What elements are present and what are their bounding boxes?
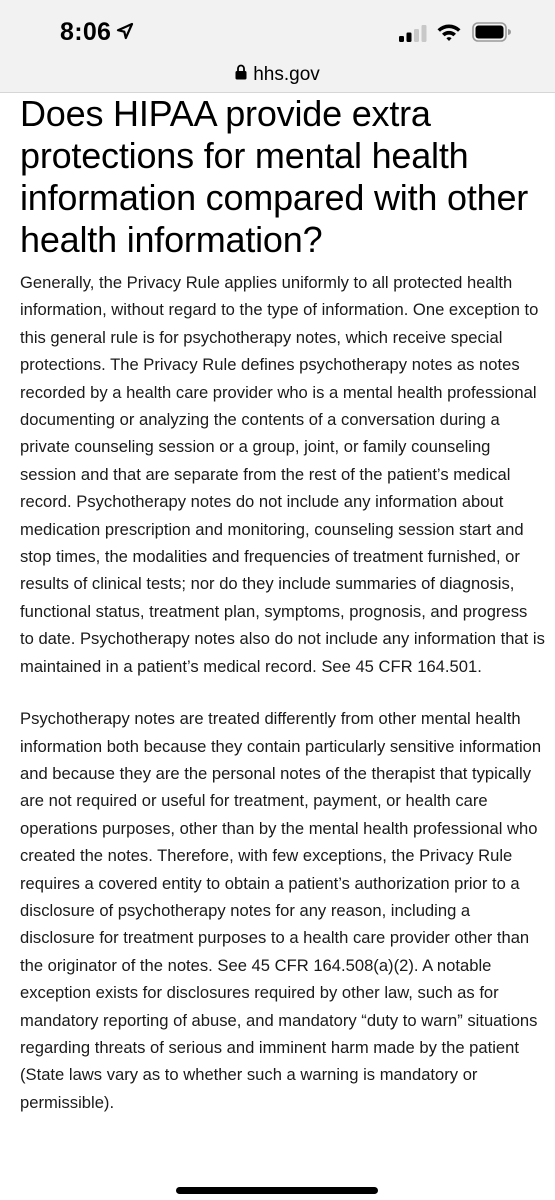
status-bar	[0, 0, 555, 64]
url-domain: hhs.gov	[253, 64, 320, 85]
article-paragraph-1: Generally, the Privacy Rule applies uniformly to all protected health information, without regard to the type of information. One exception to this general rule is for psychotherapy notes, which receive special protections. The Privacy Rule defines psychotherapy notes as notes recorded by a health care provider who is a mental health professional documenting or analyzing the contents of a conversation during a private counseling session or a group, joint, or family counseling session and that are separate from the rest of the patient’s medical record. Psychotherapy notes do not include any information about medication prescription and monitoring, counseling session start and stop times, the modalities and frequencies of treatment furnished, or results of clinical tests; nor do they include summaries of diagnosis, functional status, treatment plan, symptoms, prognosis, and progress to date. Psychotherapy notes also do not include any information that is maintained in a patient’s medical record. See 45 CFR 164.501.	[20, 273, 545, 676]
address-bar-content	[0, 64, 555, 86]
page-title: Does HIPAA provide extra protections for mental health information compared with other health information?	[20, 93, 529, 260]
home-indicator[interactable]	[176, 1187, 378, 1194]
article-paragraph-2: Psychotherapy notes are treated differently from other mental health information both because they contain particularly sensitive information and because they are the personal notes of the therapist that typically are not required or useful for treatment, payment, or health care operations purposes, other than by the mental health professional who created the notes. Therefore, with few exceptions, the Privacy Rule requires a covered entity to obtain a patient’s authorization prior to a disclosure of psychotherapy notes for any reason, including a disclosure for treatment purposes to a health care provider other than the originator of the notes. See 45 CFR 164.508(a)(2). A notable exception exists for disclosures required by other law, such as for mandatory reporting of abuse, and mandatory “duty to warn” situations regarding threats of serious and imminent harm made by the patient (State laws vary as to whether such a warning is mandatory or permissible).	[20, 709, 542, 1112]
cellular-signal-icon	[399, 25, 427, 42]
address-bar[interactable]	[0, 64, 555, 93]
status-time: 8:06	[60, 18, 112, 46]
wifi-icon	[436, 22, 462, 42]
article-content	[20, 93, 545, 1116]
location-arrow-icon	[116, 22, 134, 40]
lock-icon	[235, 64, 247, 80]
battery-icon	[472, 22, 512, 42]
